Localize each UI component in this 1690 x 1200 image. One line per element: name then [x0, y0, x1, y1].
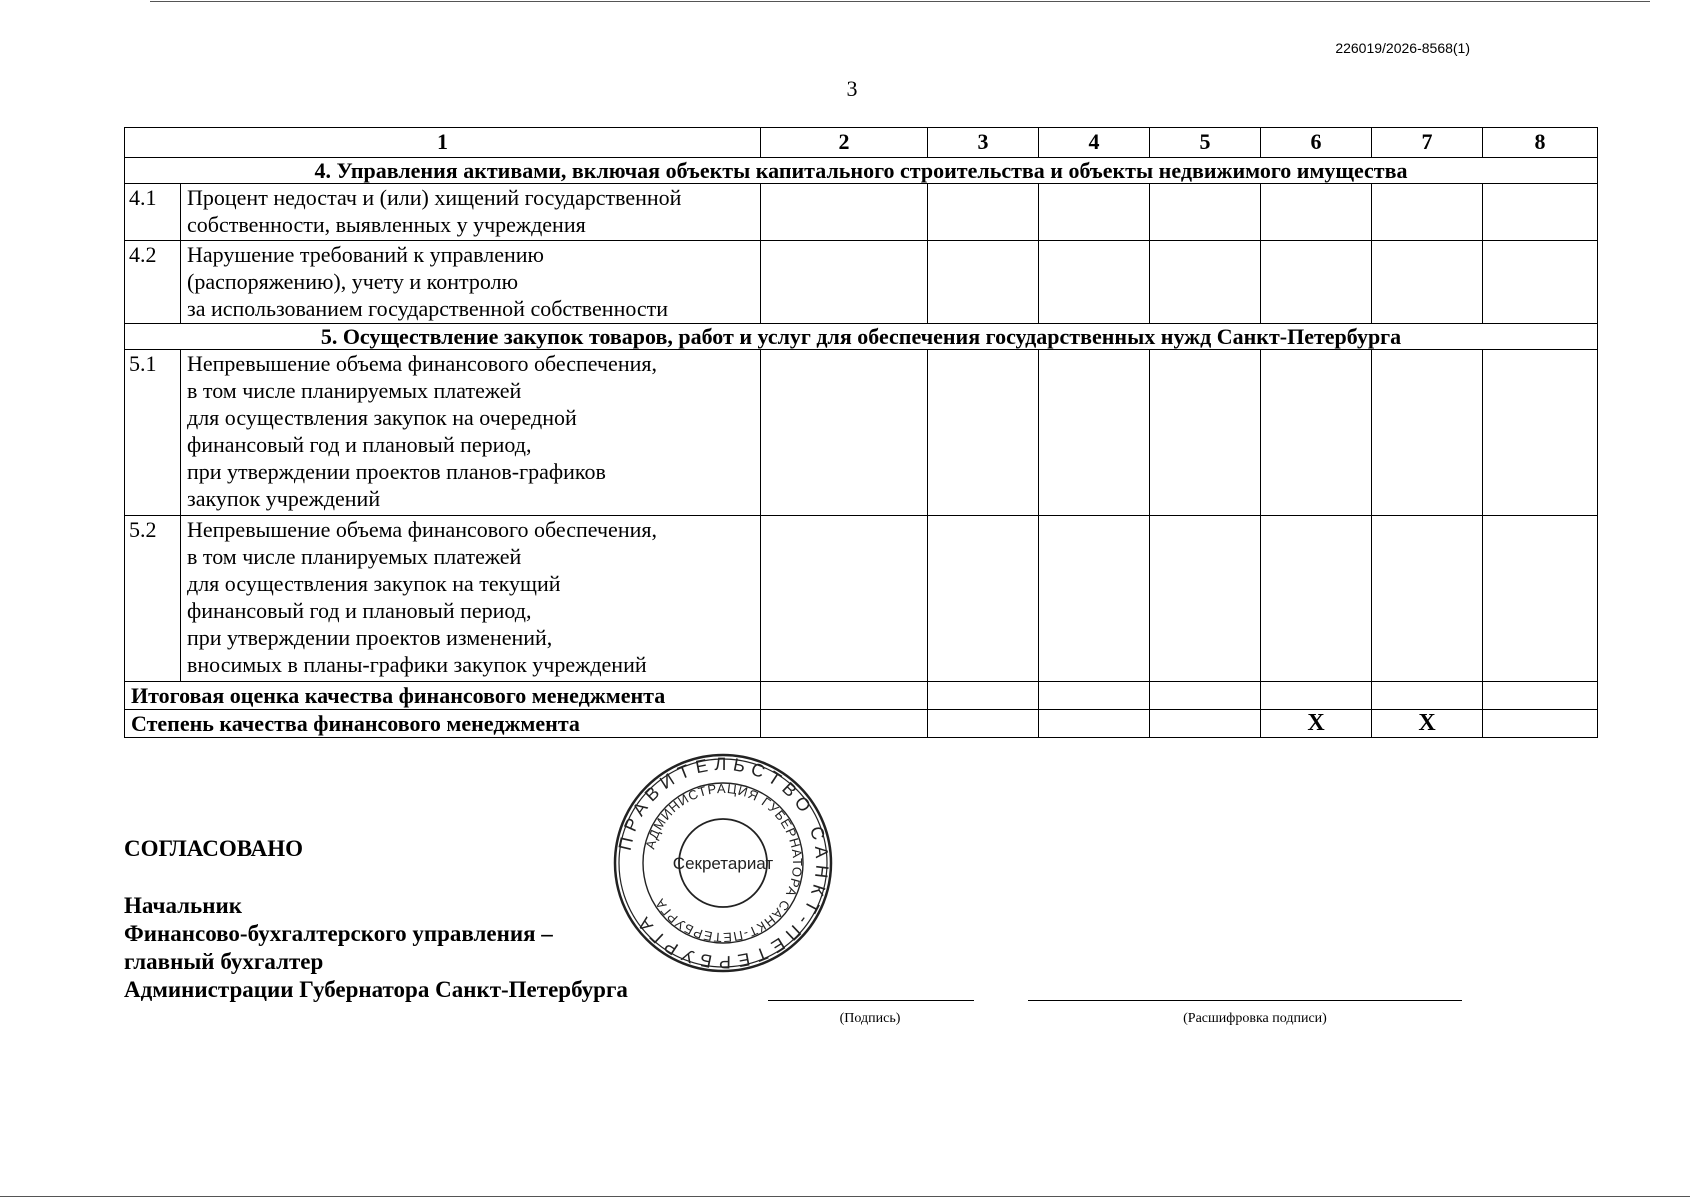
value-cell — [928, 516, 1039, 682]
header-cell: 5 — [1150, 128, 1261, 158]
total-row — [125, 682, 1598, 710]
value-cell — [1150, 241, 1261, 324]
value-cell — [1039, 241, 1150, 324]
table-row — [125, 241, 1598, 324]
section-row — [125, 158, 1598, 184]
value-cell — [1483, 682, 1598, 710]
signature-caption: (Подпись) — [839, 1011, 901, 1026]
assessment-table — [124, 127, 1598, 738]
degree-label: Степень качества финансового менеджмента — [125, 710, 761, 738]
stamp-inner-text: АДМИНИСТРАЦИЯ ГУБЕРНАТОРА САНКТ-ПЕТЕРБУРГА — [642, 780, 806, 946]
section-row — [125, 324, 1598, 350]
signature-decode-caption: (Расшифровка подписи) — [1183, 1011, 1327, 1026]
scan-edge-top — [150, 1, 1650, 2]
header-cell: 4 — [1039, 128, 1150, 158]
value-cell — [1039, 682, 1150, 710]
row-text: Непревышение объема финансового обеспечения, в том числе планируемых платежей для осуществления закупок на очередной финансовый год и плановый период, при утверждении проектов планов-графиков закупок учреждений — [181, 350, 761, 516]
value-cell — [761, 184, 928, 241]
approval-line: Начальник — [124, 893, 242, 918]
value-cell — [761, 241, 928, 324]
signature-decode-line — [1028, 1000, 1462, 1001]
value-cell — [1261, 184, 1372, 241]
row-number: 4.2 — [125, 241, 181, 324]
table-row — [125, 350, 1598, 516]
value-cell — [1372, 682, 1483, 710]
value-cell — [1150, 710, 1261, 738]
row-text: Непревышение объема финансового обеспечения, в том числе планируемых платежей для осуществления закупок на текущий финансовый год и плановый период, при утверждении проектов изменений, вносимых в планы-графики закупок учреждений — [181, 516, 761, 682]
section-title-5: 5. Осуществление закупок товаров, работ и услуг для обеспечения государственных нужд Санкт-Петербурга — [125, 324, 1598, 350]
value-cell — [1150, 184, 1261, 241]
value-cell — [1483, 184, 1598, 241]
header-cell: 7 — [1372, 128, 1483, 158]
total-label: Итоговая оценка качества финансового менеджмента — [125, 682, 761, 710]
value-cell — [928, 184, 1039, 241]
value-cell — [1372, 241, 1483, 324]
document-id: 226019/2026-8568(1) — [1335, 40, 1470, 56]
degree-mark-col6: X — [1261, 710, 1372, 738]
value-cell — [1261, 350, 1372, 516]
value-cell — [1261, 516, 1372, 682]
degree-mark-col7: X — [1372, 710, 1483, 738]
value-cell — [928, 710, 1039, 738]
stamp-outer-text: ПРАВИТЕЛЬСТВО САНКТ-ПЕТЕРБУРГА — [614, 753, 833, 973]
approval-block — [124, 836, 628, 1004]
header-cell: 6 — [1261, 128, 1372, 158]
value-cell — [1483, 710, 1598, 738]
value-cell — [761, 516, 928, 682]
scan-edge-bottom — [0, 1196, 1690, 1197]
value-cell — [1372, 350, 1483, 516]
value-cell — [1372, 516, 1483, 682]
row-number: 5.1 — [125, 350, 181, 516]
header-row — [125, 128, 1598, 158]
official-stamp — [612, 752, 834, 974]
degree-row — [125, 710, 1598, 738]
value-cell — [1039, 710, 1150, 738]
value-cell — [928, 682, 1039, 710]
value-cell — [1483, 350, 1598, 516]
header-cell: 1 — [125, 128, 761, 158]
approval-line: Администрации Губернатора Санкт-Петербурга — [124, 977, 628, 1002]
section-title-4: 4. Управления активами, включая объекты капитального строительства и объекты недвижимого имущества — [125, 158, 1598, 184]
approval-line: главный бухгалтер — [124, 949, 324, 974]
value-cell — [928, 350, 1039, 516]
approval-line: Финансово-бухгалтерского управления – — [124, 921, 553, 946]
value-cell — [1150, 350, 1261, 516]
row-text: Нарушение требований к управлению (распоряжению), учету и контролю за использованием государственной собственности — [181, 241, 761, 324]
signature-line — [768, 1000, 974, 1001]
value-cell — [1261, 241, 1372, 324]
table-row — [125, 184, 1598, 241]
value-cell — [761, 350, 928, 516]
value-cell — [1261, 682, 1372, 710]
table-row — [125, 516, 1598, 682]
value-cell — [928, 241, 1039, 324]
row-number: 4.1 — [125, 184, 181, 241]
value-cell — [1039, 516, 1150, 682]
approval-title: СОГЛАСОВАНО — [124, 836, 304, 861]
value-cell — [1150, 516, 1261, 682]
row-text: Процент недостач и (или) хищений государственной собственности, выявленных у учреждения — [181, 184, 761, 241]
value-cell — [1150, 682, 1261, 710]
value-cell — [1483, 516, 1598, 682]
row-number: 5.2 — [125, 516, 181, 682]
value-cell — [761, 710, 928, 738]
header-cell: 3 — [928, 128, 1039, 158]
value-cell — [761, 682, 928, 710]
value-cell — [1039, 184, 1150, 241]
header-cell: 2 — [761, 128, 928, 158]
value-cell — [1372, 184, 1483, 241]
value-cell — [1039, 350, 1150, 516]
page-number: 3 — [846, 76, 858, 101]
stamp-center-text: Секретариат — [672, 854, 774, 873]
value-cell — [1483, 241, 1598, 324]
header-cell: 8 — [1483, 128, 1598, 158]
